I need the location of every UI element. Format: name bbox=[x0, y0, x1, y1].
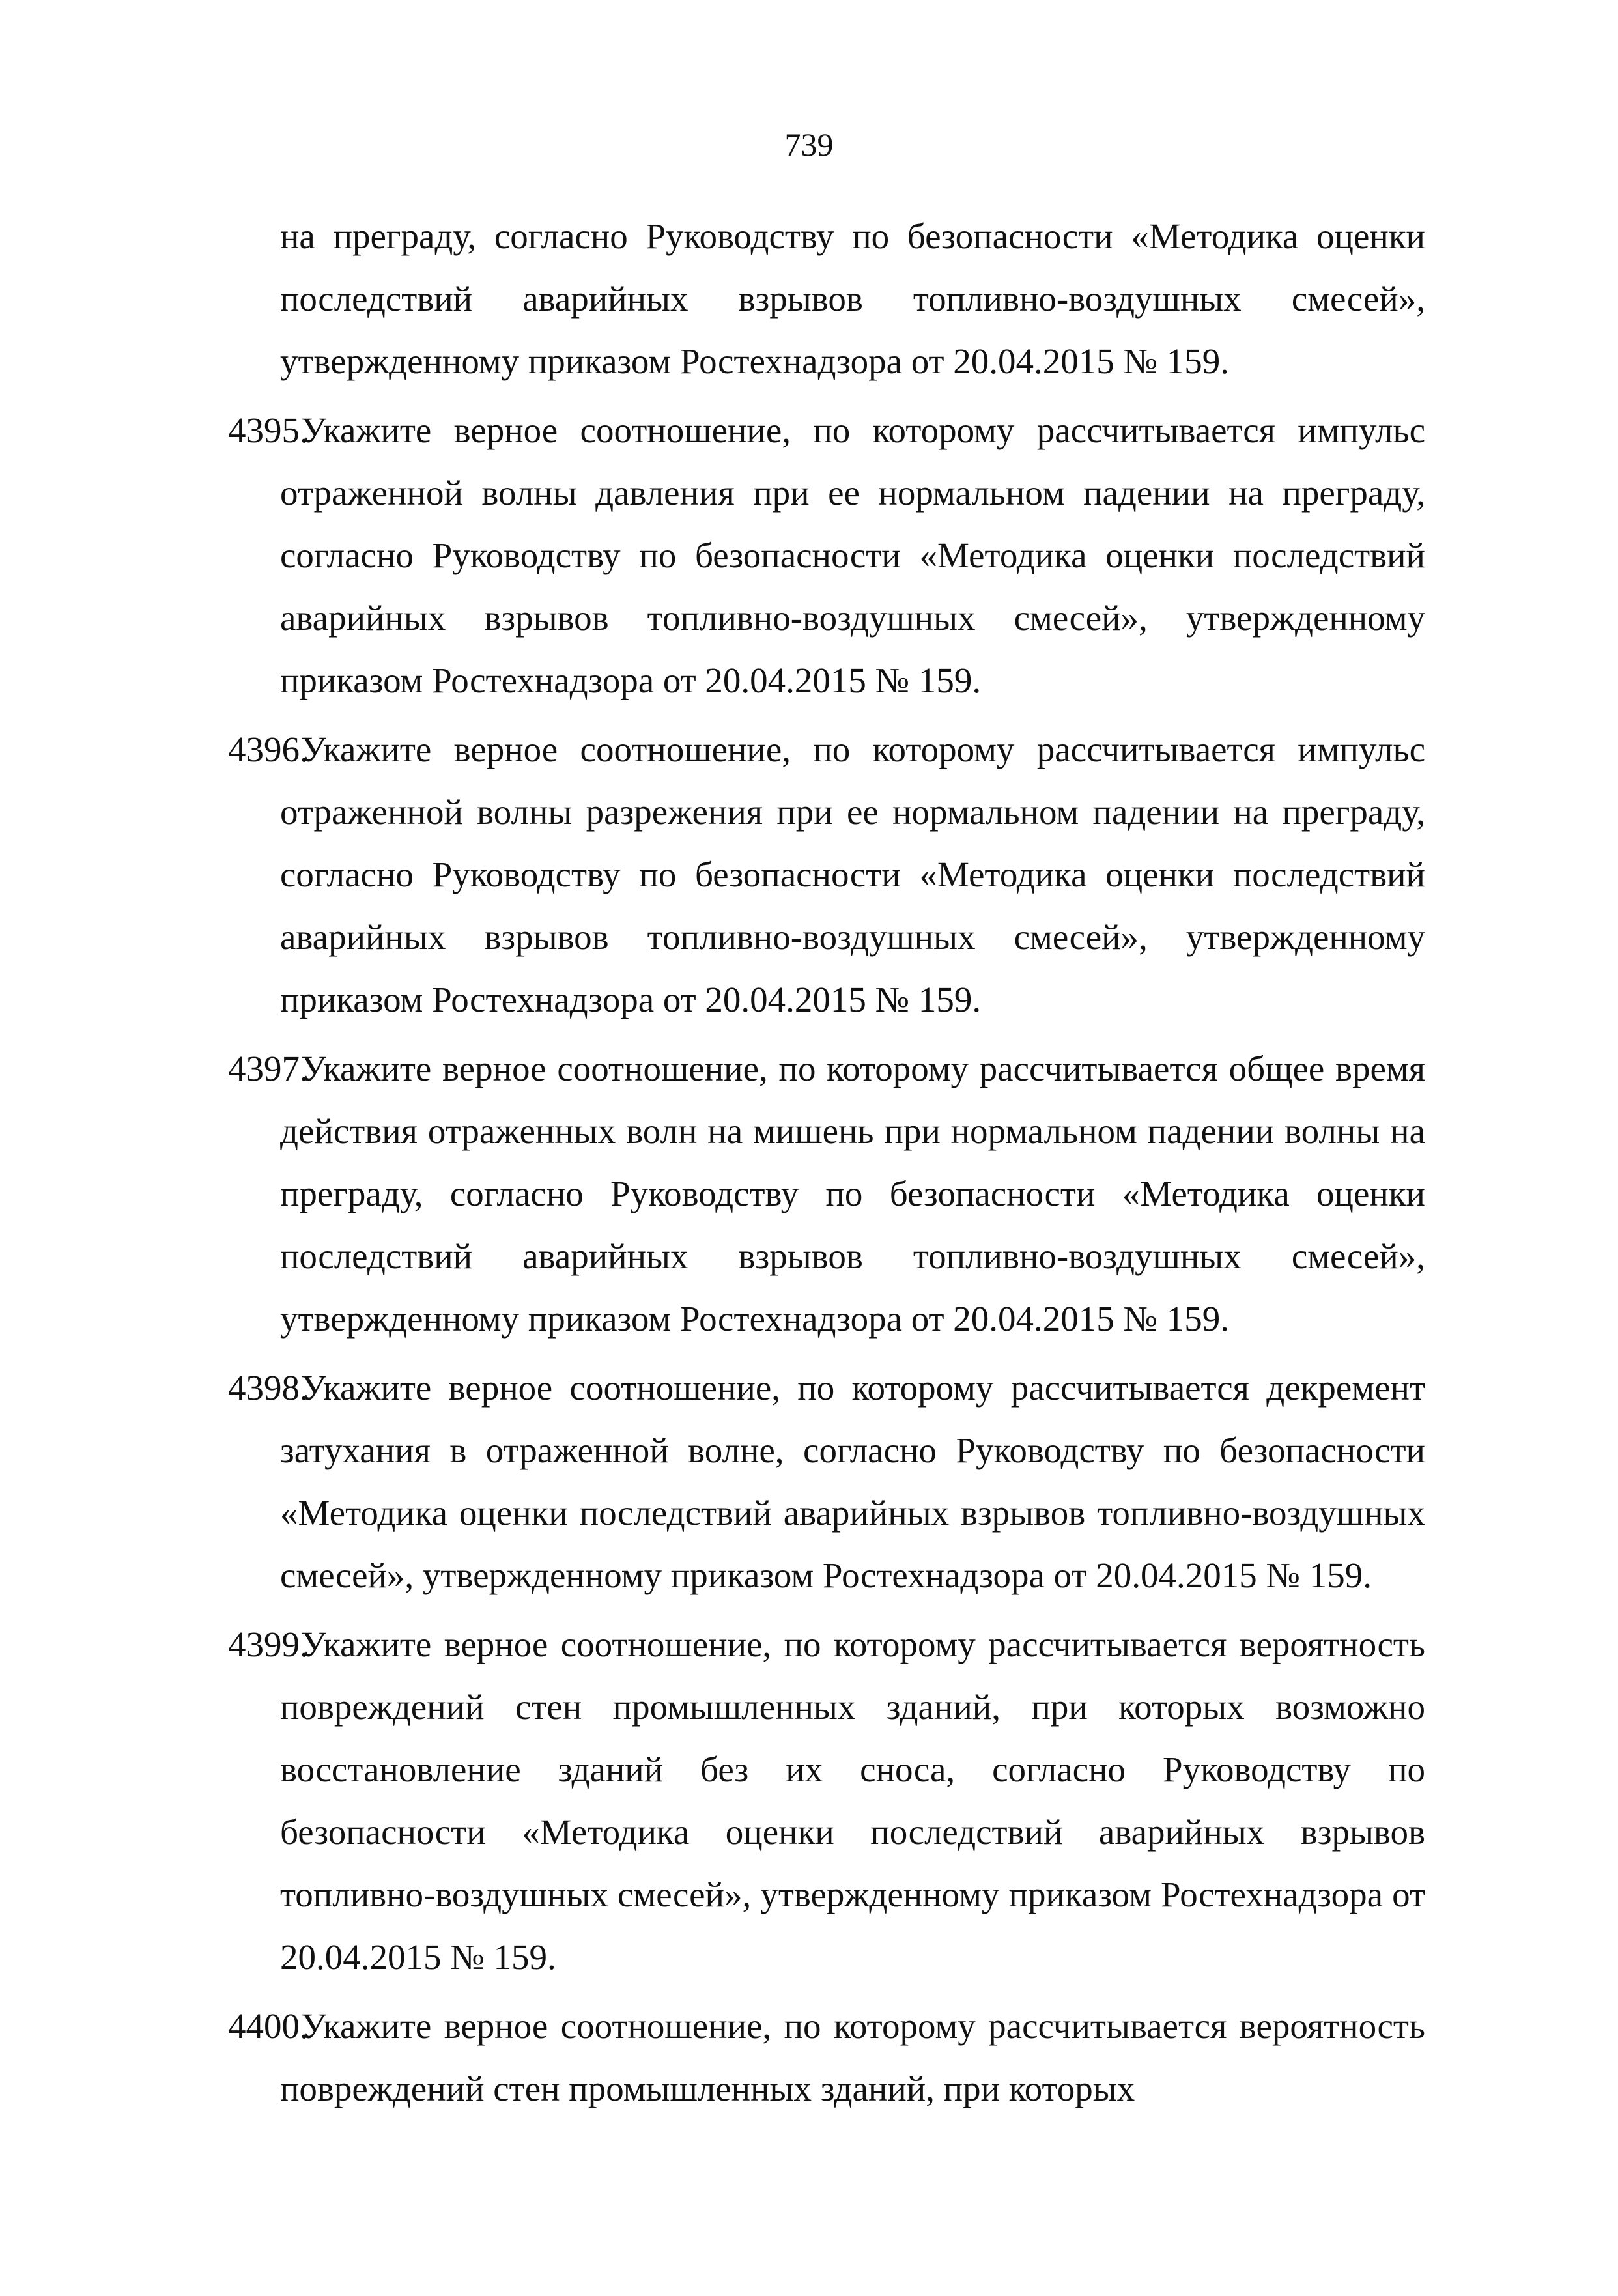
document-body bbox=[228, 205, 1425, 2127]
question-text: Укажите верное соотношение, по которому рассчитывается декремент затухания в отраженной волне, согласно Руководству по безопасности «Методика оценки последствий аварийных взрывов топливно-воздушных смесей», утвержденному приказом Ростехнадзора от 20.04.2015 № 159. bbox=[280, 1368, 1425, 1595]
page-number: 739 bbox=[784, 126, 834, 163]
question-text: Укажите верное соотношение, по которому рассчитывается импульс отраженной волны разрежения при ее нормальном падении на преграду, согласно Руководству по безопасности «Методика оценки последствий аварийных взрывов топливно-воздушных смесей», утвержденному приказом Ростехнадзора от 20.04.2015 № 159. bbox=[280, 730, 1425, 1019]
question-number: 4399. bbox=[228, 1624, 309, 1664]
continuation-paragraph: на преграду, согласно Руководству по безопасности «Методика оценки последствий аварийных взрывов топливно-воздушных смесей», утвержденному приказом Ростехнадзора от 20.04.2015 № 159. bbox=[280, 216, 1425, 381]
question-item-4400 bbox=[228, 1995, 1425, 2120]
question-item-4395 bbox=[228, 399, 1425, 712]
question-text: Укажите верное соотношение, по которому рассчитывается вероятность повреждений стен промышленных зданий, при которых возможно восстановление зданий без их сноса, согласно Руководству по безопасности «Методика оценки последствий аварийных взрывов топливно-воздушных смесей», утвержденному приказом Ростехнадзора от 20.04.2015 № 159. bbox=[280, 1624, 1425, 1977]
question-number: 4395. bbox=[228, 410, 309, 450]
question-number: 4400. bbox=[228, 2006, 309, 2046]
question-number: 4398. bbox=[228, 1368, 309, 1408]
question-text: Укажите верное соотношение, по которому рассчитывается вероятность повреждений стен промышленных зданий, при которых bbox=[280, 2006, 1425, 2108]
question-number: 4396. bbox=[228, 730, 309, 769]
question-item-4398 bbox=[228, 1357, 1425, 1607]
question-number: 4397. bbox=[228, 1049, 309, 1088]
question-text: Укажите верное соотношение, по которому рассчитывается импульс отраженной волны давления при ее нормальном падении на преграду, согласно Руководству по безопасности «Методика оценки последствий аварийных взрывов топливно-воздушных смесей», утвержденному приказом Ростехнадзора от 20.04.2015 № 159. bbox=[280, 410, 1425, 700]
question-text: Укажите верное соотношение, по которому рассчитывается общее время действия отраженных волн на мишень при нормальном падении волны на преграду, согласно Руководству по безопасности «Методика оценки последствий аварийных взрывов топливно-воздушных смесей», утвержденному приказом Ростехнадзора от 20.04.2015 № 159. bbox=[280, 1049, 1425, 1339]
question-item-4399 bbox=[228, 1613, 1425, 1989]
question-item-4396 bbox=[228, 718, 1425, 1031]
question-item-4397 bbox=[228, 1038, 1425, 1350]
